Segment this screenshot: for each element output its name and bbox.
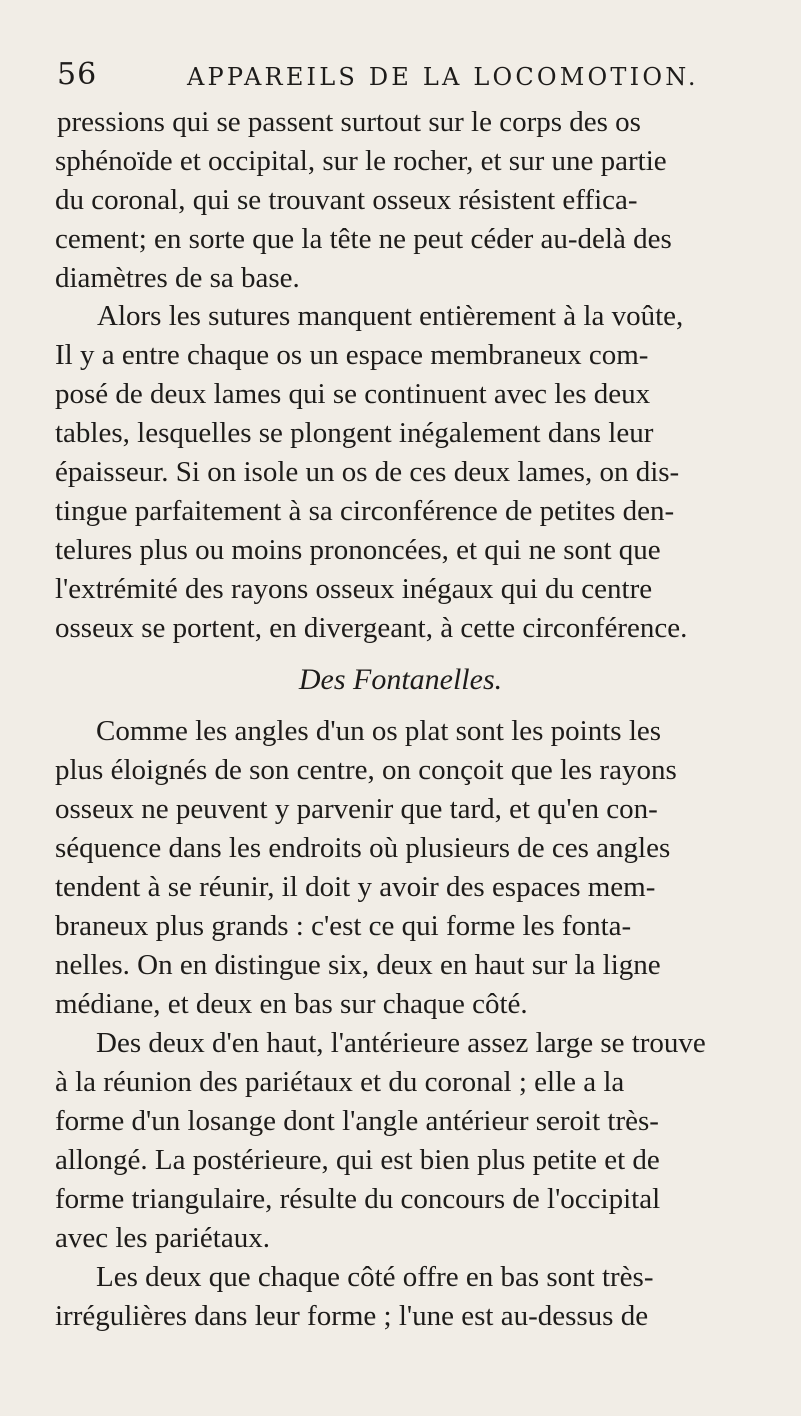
text-line: posé de deux lames qui se continuent avec les deux bbox=[55, 378, 651, 410]
paragraph-first-line: Alors les sutures manquent entièrement à la voûte, bbox=[97, 300, 684, 332]
text-line: forme triangulaire, résulte du concours de l'occipital bbox=[55, 1183, 661, 1215]
text-line: à la réunion des pariétaux et du coronal ; elle a la bbox=[55, 1066, 625, 1098]
text-line: plus éloignés de son centre, on conçoit que les rayons bbox=[55, 754, 677, 786]
page-number: 56 bbox=[57, 57, 98, 92]
running-head bbox=[55, 50, 755, 96]
text-line: nelles. On en distingue six, deux en haut sur la ligne bbox=[55, 949, 661, 981]
paragraph-first-line: Des deux d'en haut, l'antérieure assez large se trouve bbox=[96, 1027, 706, 1059]
text-line: forme d'un losange dont l'angle antérieur seroit très- bbox=[55, 1105, 659, 1137]
text-line: braneux plus grands : c'est ce qui forme les fonta- bbox=[55, 910, 632, 942]
text-line: l'extrémité des rayons osseux inégaux qui du centre bbox=[55, 573, 653, 605]
text-line: allongé. La postérieure, qui est bien plus petite et de bbox=[55, 1144, 660, 1176]
text-line: tables, lesquelles se plongent inégalement dans leur bbox=[55, 417, 654, 449]
text-line: tendent à se réunir, il doit y avoir des espaces mem- bbox=[55, 871, 656, 903]
running-title: APPAREILS DE LA LOCOMOTION. bbox=[187, 63, 699, 91]
text-line: séquence dans les endroits où plusieurs de ces angles bbox=[55, 832, 671, 864]
paragraph-first-line: Comme les angles d'un os plat sont les points les bbox=[96, 715, 662, 747]
text-line: pressions qui se passent surtout sur le corps des os bbox=[57, 106, 641, 138]
text-line: telures plus ou moins prononcées, et qui ne sont que bbox=[55, 534, 661, 566]
text-line: sphénoïde et occipital, sur le rocher, et sur une partie bbox=[55, 145, 667, 177]
paragraph-first-line: Les deux que chaque côté offre en bas sont très- bbox=[96, 1261, 654, 1293]
text-line: du coronal, qui se trouvant osseux résistent effica- bbox=[55, 184, 638, 216]
section-heading: Des Fontanelles. bbox=[298, 663, 503, 696]
text-line: avec les pariétaux. bbox=[55, 1222, 270, 1254]
text-line: épaisseur. Si on isole un os de ces deux lames, on dis- bbox=[55, 456, 680, 488]
text-line: osseux se portent, en divergeant, à cette circonférence. bbox=[55, 612, 688, 644]
text-line: osseux ne peuvent y parvenir que tard, et qu'en con- bbox=[55, 793, 658, 825]
text-line: irrégulières dans leur forme ; l'une est au-dessus de bbox=[55, 1300, 649, 1332]
text-line: cement; en sorte que la tête ne peut céder au-delà des bbox=[55, 223, 672, 255]
text-line: médiane, et deux en bas sur chaque côté. bbox=[55, 988, 528, 1020]
text-line: Il y a entre chaque os un espace membraneux com- bbox=[55, 339, 649, 371]
text-line: tingue parfaitement à sa circonférence de petites den- bbox=[55, 495, 675, 527]
text-line: diamètres de sa base. bbox=[55, 262, 300, 294]
